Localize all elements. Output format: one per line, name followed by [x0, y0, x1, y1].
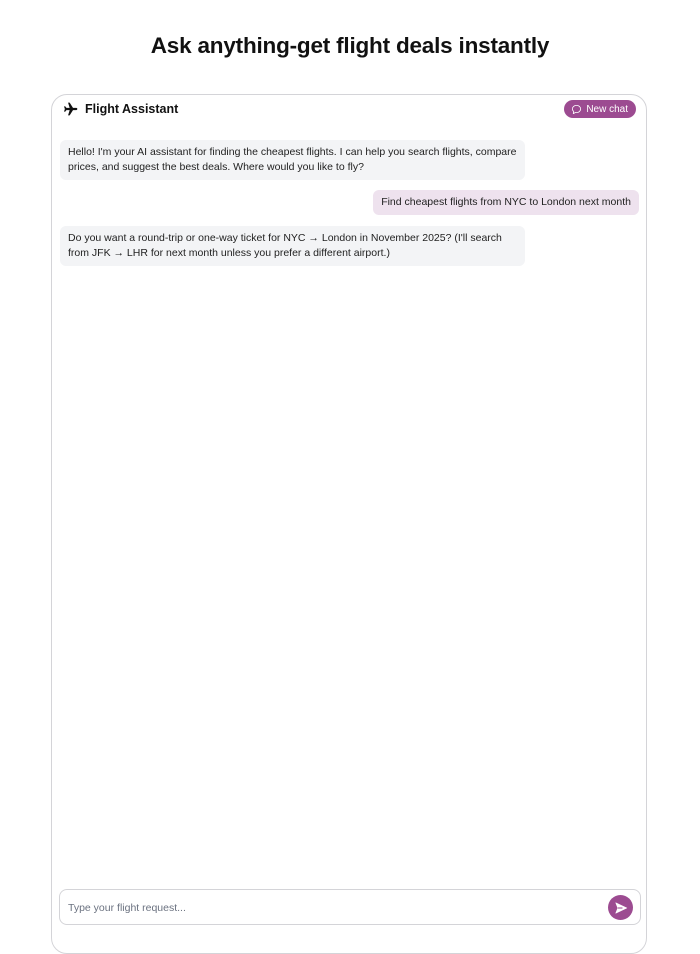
- header-title: Flight Assistant: [85, 102, 179, 116]
- plane-icon: [63, 101, 79, 117]
- send-icon: [614, 901, 628, 915]
- assistant-message: Hello! I'm your AI assistant for finding the cheapest flights. I can help you search flights, compare prices, and suggest the best deals. Where would you like to fly?: [60, 140, 525, 180]
- chat-header: [52, 95, 646, 125]
- new-chat-label: New chat: [586, 103, 628, 115]
- chat-bubble-icon: [571, 104, 582, 115]
- assistant-message: Do you want a round-trip or one-way ticket for NYC → London in November 2025? (I'll search from JFK → LHR for next month unless you prefer a different airport.): [60, 226, 525, 266]
- composer: [59, 889, 641, 925]
- new-chat-button[interactable]: [564, 100, 636, 118]
- user-message: Find cheapest flights from NYC to London next month: [373, 190, 639, 215]
- chat-window: [51, 94, 647, 954]
- page-title: Ask anything-get flight deals instantly: [150, 33, 550, 58]
- message-input[interactable]: [68, 899, 588, 917]
- send-button[interactable]: [608, 895, 633, 920]
